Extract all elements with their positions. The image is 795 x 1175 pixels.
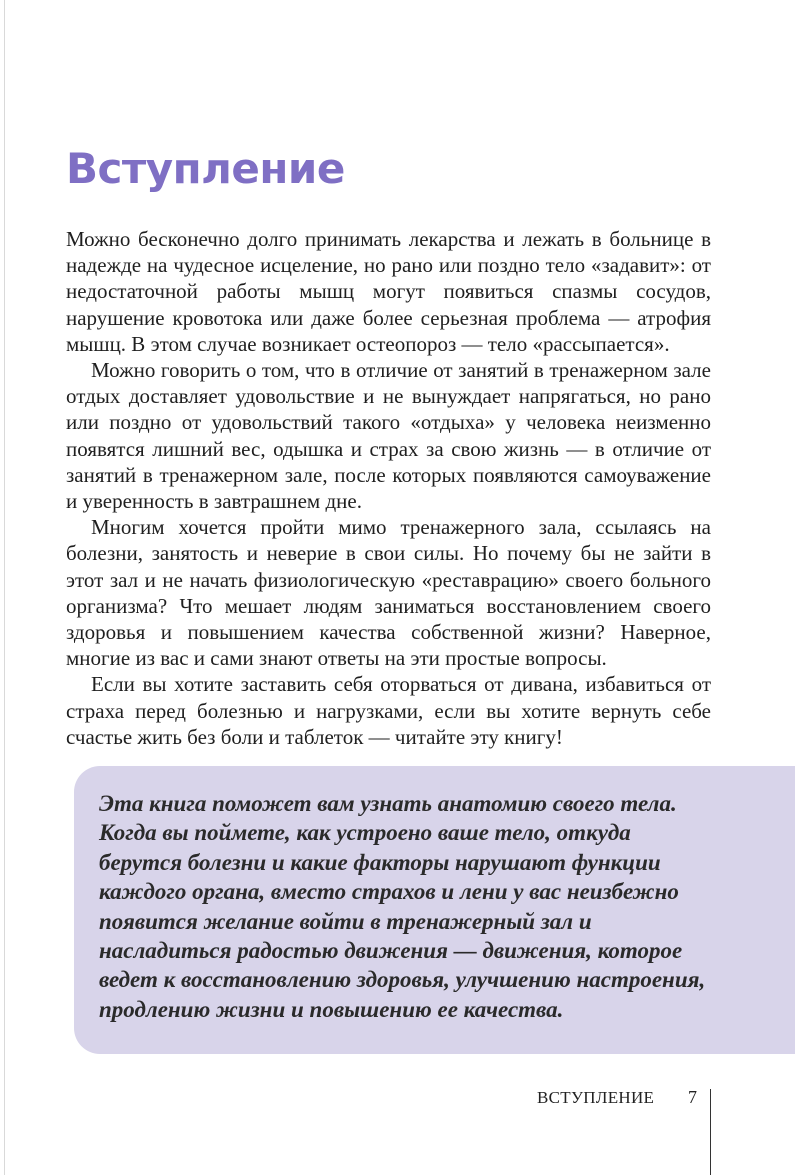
callout-text: Эта книга поможет вам узнать анатомию своего тела. Когда вы поймете, как устроено ваше тело, откуда берутся болезни и какие факторы нарушают функции каждого органа, вместо страхов и лени у вас неизбежно появится желание войти в тренажерный зал и насладиться радостью движения — движения, которое ведет к восстановлению здоровья, улучшению настроения, продлению жизни и повышению ее качества. — [99, 791, 706, 1022]
paragraph-2: Можно говорить о том, что в отличие от занятий в тренажерном зале отдых доставляет удовольствие и не вынуждает напрягаться, но рано или поздно от удовольствий такого «отдыха» у человека неизменно появятся лишний вес, одышка и страх за свою жизнь — в отличие от занятий в тренажерном зале, после которых появляются самоуважение и уверенность в завтрашнем дне. — [66, 358, 711, 514]
page-edge-line — [4, 0, 5, 1175]
paragraph-4: Если вы хотите заставить себя оторваться от дивана, избавиться от страха перед болезнью и нагрузками, если вы хотите вернуть себе счастье жить без боли и таблеток — читайте эту книгу! — [66, 672, 711, 749]
running-footer-title: ВСТУПЛЕНИЕ — [537, 1088, 655, 1107]
paragraph-1: Можно бесконечно долго принимать лекарства и лежать в больнице в надежде на чудесное исцеление, но рано или поздно тело «задавит»: от недостаточной работы мышц могут появиться спазмы сосудов, нарушение кровотока или даже более серьезная проблема — атрофия мышц. В этом случае возникает остеопороз — тело «рассыпается». — [66, 227, 711, 356]
page-number: 7 — [688, 1087, 697, 1107]
page-heading: Вступление — [66, 144, 345, 193]
body-text — [66, 226, 711, 750]
footer-divider — [710, 1089, 711, 1175]
paragraph-3: Многим хочется пройти мимо тренажерного зала, ссылаясь на болезни, занятость и неверие в свои силы. Но почему бы не зайти в этот зал и не начать физиологическую «реставрацию» своего больного организма? Что мешает людям заниматься восстановлением своего здоровья и повышением качества собственной жизни? Наверное, многие из вас и сами знают ответы на эти простые вопросы. — [66, 515, 711, 671]
